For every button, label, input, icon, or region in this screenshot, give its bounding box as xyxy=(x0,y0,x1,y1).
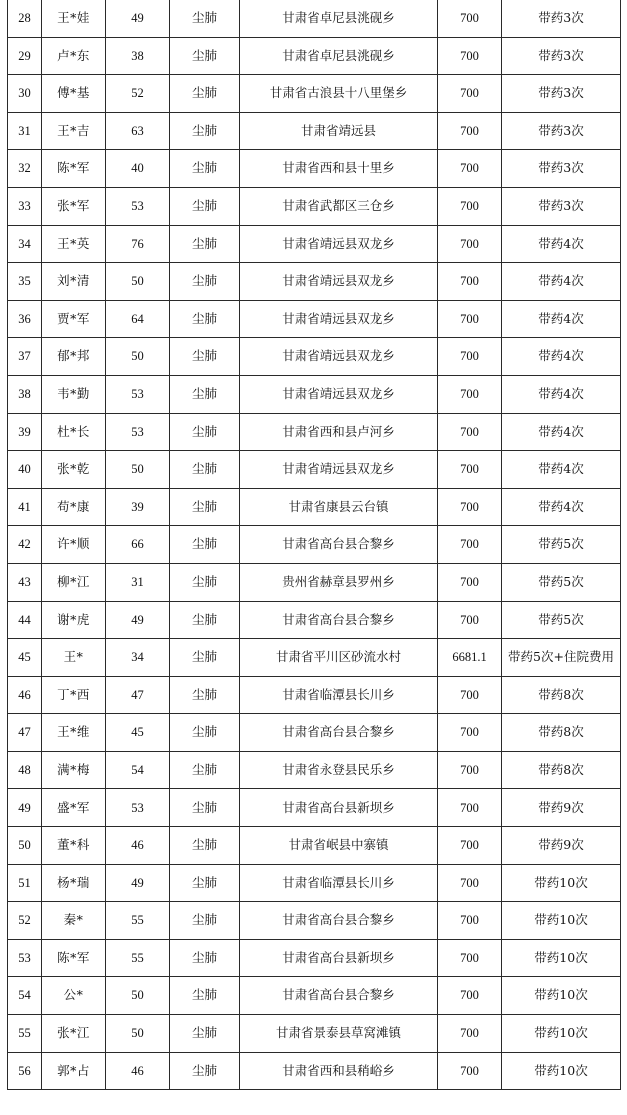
address-cell: 甘肃省卓尼县洮砚乡 xyxy=(240,0,438,37)
table-row xyxy=(8,639,621,677)
amount-cell: 700 xyxy=(438,375,502,413)
table-row xyxy=(8,977,621,1015)
note-cell: 带药10次 xyxy=(502,902,621,940)
table-row xyxy=(8,676,621,714)
amount-cell: 700 xyxy=(438,714,502,752)
name-cell: 许*顺 xyxy=(42,526,106,564)
amount-cell: 700 xyxy=(438,300,502,338)
name-cell: 陈*军 xyxy=(42,150,106,188)
note-cell: 带药9次 xyxy=(502,789,621,827)
address-cell: 甘肃省高台县合黎乡 xyxy=(240,601,438,639)
amount-cell: 6681.1 xyxy=(438,639,502,677)
age-cell: 49 xyxy=(106,0,170,37)
note-cell: 带药3次 xyxy=(502,187,621,225)
age-cell: 50 xyxy=(106,451,170,489)
table-row xyxy=(8,413,621,451)
row-number-cell: 36 xyxy=(8,300,42,338)
amount-cell: 700 xyxy=(438,601,502,639)
patient-table xyxy=(7,0,621,1090)
row-number-cell: 53 xyxy=(8,939,42,977)
name-cell: 王*娃 xyxy=(42,0,106,37)
name-cell: 董*科 xyxy=(42,827,106,865)
name-cell: 卢*东 xyxy=(42,37,106,75)
table-row xyxy=(8,112,621,150)
table-row xyxy=(8,1015,621,1053)
address-cell: 甘肃省靖远县双龙乡 xyxy=(240,300,438,338)
address-cell: 甘肃省靖远县双龙乡 xyxy=(240,263,438,301)
address-cell: 甘肃省靖远县双龙乡 xyxy=(240,375,438,413)
age-cell: 55 xyxy=(106,902,170,940)
age-cell: 49 xyxy=(106,601,170,639)
table-row xyxy=(8,338,621,376)
row-number-cell: 54 xyxy=(8,977,42,1015)
note-cell: 带药10次 xyxy=(502,977,621,1015)
amount-cell: 700 xyxy=(438,789,502,827)
amount-cell: 700 xyxy=(438,112,502,150)
disease-cell: 尘肺 xyxy=(170,977,240,1015)
disease-cell: 尘肺 xyxy=(170,413,240,451)
age-cell: 50 xyxy=(106,977,170,1015)
address-cell: 甘肃省高台县新坝乡 xyxy=(240,939,438,977)
age-cell: 38 xyxy=(106,37,170,75)
row-number-cell: 46 xyxy=(8,676,42,714)
note-cell: 带药3次 xyxy=(502,150,621,188)
table-row xyxy=(8,300,621,338)
disease-cell: 尘肺 xyxy=(170,451,240,489)
row-number-cell: 48 xyxy=(8,751,42,789)
amount-cell: 700 xyxy=(438,902,502,940)
note-cell: 带药8次 xyxy=(502,714,621,752)
address-cell: 甘肃省高台县新坝乡 xyxy=(240,789,438,827)
amount-cell: 700 xyxy=(438,225,502,263)
age-cell: 53 xyxy=(106,187,170,225)
row-number-cell: 39 xyxy=(8,413,42,451)
row-number-cell: 35 xyxy=(8,263,42,301)
table-row xyxy=(8,0,621,37)
disease-cell: 尘肺 xyxy=(170,488,240,526)
disease-cell: 尘肺 xyxy=(170,864,240,902)
disease-cell: 尘肺 xyxy=(170,225,240,263)
amount-cell: 700 xyxy=(438,939,502,977)
row-number-cell: 28 xyxy=(8,0,42,37)
name-cell: 贾*军 xyxy=(42,300,106,338)
address-cell: 甘肃省高台县合黎乡 xyxy=(240,714,438,752)
row-number-cell: 37 xyxy=(8,338,42,376)
table-row xyxy=(8,451,621,489)
address-cell: 甘肃省康县云台镇 xyxy=(240,488,438,526)
age-cell: 39 xyxy=(106,488,170,526)
name-cell: 郁*邦 xyxy=(42,338,106,376)
row-number-cell: 41 xyxy=(8,488,42,526)
name-cell: 王* xyxy=(42,639,106,677)
row-number-cell: 30 xyxy=(8,75,42,113)
row-number-cell: 42 xyxy=(8,526,42,564)
name-cell: 秦* xyxy=(42,902,106,940)
name-cell: 柳*江 xyxy=(42,563,106,601)
disease-cell: 尘肺 xyxy=(170,112,240,150)
age-cell: 63 xyxy=(106,112,170,150)
note-cell: 带药4次 xyxy=(502,225,621,263)
age-cell: 47 xyxy=(106,676,170,714)
disease-cell: 尘肺 xyxy=(170,37,240,75)
table-row xyxy=(8,37,621,75)
age-cell: 53 xyxy=(106,375,170,413)
row-number-cell: 43 xyxy=(8,563,42,601)
note-cell: 带药4次 xyxy=(502,338,621,376)
note-cell: 带药3次 xyxy=(502,37,621,75)
age-cell: 50 xyxy=(106,1015,170,1053)
disease-cell: 尘肺 xyxy=(170,563,240,601)
age-cell: 76 xyxy=(106,225,170,263)
name-cell: 傅*基 xyxy=(42,75,106,113)
table-row xyxy=(8,526,621,564)
note-cell: 带药10次 xyxy=(502,939,621,977)
amount-cell: 700 xyxy=(438,0,502,37)
table-row xyxy=(8,488,621,526)
amount-cell: 700 xyxy=(438,187,502,225)
row-number-cell: 56 xyxy=(8,1052,42,1090)
amount-cell: 700 xyxy=(438,1052,502,1090)
age-cell: 53 xyxy=(106,413,170,451)
address-cell: 甘肃省武都区三仓乡 xyxy=(240,187,438,225)
note-cell: 带药10次 xyxy=(502,1052,621,1090)
disease-cell: 尘肺 xyxy=(170,827,240,865)
row-number-cell: 50 xyxy=(8,827,42,865)
disease-cell: 尘肺 xyxy=(170,0,240,37)
table-row xyxy=(8,225,621,263)
row-number-cell: 29 xyxy=(8,37,42,75)
disease-cell: 尘肺 xyxy=(170,263,240,301)
address-cell: 甘肃省靖远县双龙乡 xyxy=(240,225,438,263)
amount-cell: 700 xyxy=(438,488,502,526)
note-cell: 带药3次 xyxy=(502,112,621,150)
table-row xyxy=(8,375,621,413)
address-cell: 甘肃省西和县稍峪乡 xyxy=(240,1052,438,1090)
address-cell: 甘肃省岷县中寨镇 xyxy=(240,827,438,865)
row-number-cell: 44 xyxy=(8,601,42,639)
amount-cell: 700 xyxy=(438,338,502,376)
amount-cell: 700 xyxy=(438,413,502,451)
note-cell: 带药3次 xyxy=(502,75,621,113)
age-cell: 31 xyxy=(106,563,170,601)
address-cell: 甘肃省靖远县双龙乡 xyxy=(240,451,438,489)
disease-cell: 尘肺 xyxy=(170,714,240,752)
disease-cell: 尘肺 xyxy=(170,187,240,225)
disease-cell: 尘肺 xyxy=(170,601,240,639)
note-cell: 带药4次 xyxy=(502,375,621,413)
age-cell: 46 xyxy=(106,1052,170,1090)
age-cell: 64 xyxy=(106,300,170,338)
name-cell: 王*英 xyxy=(42,225,106,263)
name-cell: 满*梅 xyxy=(42,751,106,789)
age-cell: 53 xyxy=(106,789,170,827)
note-cell: 带药8次 xyxy=(502,751,621,789)
row-number-cell: 55 xyxy=(8,1015,42,1053)
table-row xyxy=(8,75,621,113)
row-number-cell: 49 xyxy=(8,789,42,827)
row-number-cell: 51 xyxy=(8,864,42,902)
age-cell: 34 xyxy=(106,639,170,677)
name-cell: 张*江 xyxy=(42,1015,106,1053)
table-row xyxy=(8,601,621,639)
row-number-cell: 47 xyxy=(8,714,42,752)
name-cell: 刘*清 xyxy=(42,263,106,301)
name-cell: 谢*虎 xyxy=(42,601,106,639)
address-cell: 甘肃省临潭县长川乡 xyxy=(240,676,438,714)
amount-cell: 700 xyxy=(438,451,502,489)
age-cell: 40 xyxy=(106,150,170,188)
note-cell: 带药5次 xyxy=(502,526,621,564)
note-cell: 带药9次 xyxy=(502,827,621,865)
disease-cell: 尘肺 xyxy=(170,902,240,940)
table-row xyxy=(8,789,621,827)
age-cell: 46 xyxy=(106,827,170,865)
address-cell: 甘肃省高台县合黎乡 xyxy=(240,977,438,1015)
note-cell: 带药4次 xyxy=(502,413,621,451)
table-row xyxy=(8,751,621,789)
disease-cell: 尘肺 xyxy=(170,751,240,789)
table-row xyxy=(8,563,621,601)
note-cell: 带药4次 xyxy=(502,300,621,338)
name-cell: 苟*康 xyxy=(42,488,106,526)
table-row xyxy=(8,939,621,977)
table-row xyxy=(8,714,621,752)
note-cell: 带药5次+住院费用 xyxy=(502,639,621,677)
amount-cell: 700 xyxy=(438,977,502,1015)
name-cell: 张*军 xyxy=(42,187,106,225)
address-cell: 甘肃省西和县卢河乡 xyxy=(240,413,438,451)
amount-cell: 700 xyxy=(438,1015,502,1053)
disease-cell: 尘肺 xyxy=(170,375,240,413)
age-cell: 50 xyxy=(106,263,170,301)
amount-cell: 700 xyxy=(438,864,502,902)
name-cell: 杜*长 xyxy=(42,413,106,451)
note-cell: 带药5次 xyxy=(502,563,621,601)
address-cell: 甘肃省西和县十里乡 xyxy=(240,150,438,188)
address-cell: 甘肃省高台县合黎乡 xyxy=(240,526,438,564)
table-row xyxy=(8,263,621,301)
name-cell: 杨*瑞 xyxy=(42,864,106,902)
disease-cell: 尘肺 xyxy=(170,1015,240,1053)
address-cell: 甘肃省古浪县十八里堡乡 xyxy=(240,75,438,113)
amount-cell: 700 xyxy=(438,526,502,564)
age-cell: 50 xyxy=(106,338,170,376)
address-cell: 甘肃省卓尼县洮砚乡 xyxy=(240,37,438,75)
address-cell: 甘肃省景泰县草窝滩镇 xyxy=(240,1015,438,1053)
note-cell: 带药5次 xyxy=(502,601,621,639)
amount-cell: 700 xyxy=(438,827,502,865)
name-cell: 王*吉 xyxy=(42,112,106,150)
note-cell: 带药10次 xyxy=(502,1015,621,1053)
table-row xyxy=(8,827,621,865)
disease-cell: 尘肺 xyxy=(170,300,240,338)
disease-cell: 尘肺 xyxy=(170,150,240,188)
age-cell: 45 xyxy=(106,714,170,752)
name-cell: 王*维 xyxy=(42,714,106,752)
age-cell: 55 xyxy=(106,939,170,977)
name-cell: 张*乾 xyxy=(42,451,106,489)
disease-cell: 尘肺 xyxy=(170,939,240,977)
age-cell: 52 xyxy=(106,75,170,113)
amount-cell: 700 xyxy=(438,676,502,714)
note-cell: 带药4次 xyxy=(502,263,621,301)
address-cell: 甘肃省临潭县长川乡 xyxy=(240,864,438,902)
age-cell: 54 xyxy=(106,751,170,789)
amount-cell: 700 xyxy=(438,37,502,75)
age-cell: 66 xyxy=(106,526,170,564)
table-body xyxy=(8,0,621,1090)
row-number-cell: 33 xyxy=(8,187,42,225)
name-cell: 韦*勤 xyxy=(42,375,106,413)
row-number-cell: 45 xyxy=(8,639,42,677)
amount-cell: 700 xyxy=(438,751,502,789)
address-cell: 甘肃省高台县合黎乡 xyxy=(240,902,438,940)
table-row xyxy=(8,1052,621,1090)
name-cell: 丁*西 xyxy=(42,676,106,714)
row-number-cell: 38 xyxy=(8,375,42,413)
table-row xyxy=(8,150,621,188)
amount-cell: 700 xyxy=(438,150,502,188)
amount-cell: 700 xyxy=(438,75,502,113)
row-number-cell: 31 xyxy=(8,112,42,150)
address-cell: 贵州省赫章县罗州乡 xyxy=(240,563,438,601)
address-cell: 甘肃省靖远县 xyxy=(240,112,438,150)
note-cell: 带药10次 xyxy=(502,864,621,902)
row-number-cell: 40 xyxy=(8,451,42,489)
disease-cell: 尘肺 xyxy=(170,789,240,827)
disease-cell: 尘肺 xyxy=(170,526,240,564)
name-cell: 郭*占 xyxy=(42,1052,106,1090)
disease-cell: 尘肺 xyxy=(170,1052,240,1090)
disease-cell: 尘肺 xyxy=(170,75,240,113)
note-cell: 带药4次 xyxy=(502,451,621,489)
table-row xyxy=(8,187,621,225)
name-cell: 盛*军 xyxy=(42,789,106,827)
table-row xyxy=(8,864,621,902)
row-number-cell: 34 xyxy=(8,225,42,263)
age-cell: 49 xyxy=(106,864,170,902)
name-cell: 公* xyxy=(42,977,106,1015)
disease-cell: 尘肺 xyxy=(170,338,240,376)
table-row xyxy=(8,902,621,940)
amount-cell: 700 xyxy=(438,563,502,601)
note-cell: 带药8次 xyxy=(502,676,621,714)
note-cell: 带药4次 xyxy=(502,488,621,526)
amount-cell: 700 xyxy=(438,263,502,301)
address-cell: 甘肃省永登县民乐乡 xyxy=(240,751,438,789)
address-cell: 甘肃省平川区砂流水村 xyxy=(240,639,438,677)
address-cell: 甘肃省靖远县双龙乡 xyxy=(240,338,438,376)
row-number-cell: 32 xyxy=(8,150,42,188)
row-number-cell: 52 xyxy=(8,902,42,940)
disease-cell: 尘肺 xyxy=(170,676,240,714)
note-cell: 带药3次 xyxy=(502,0,621,37)
disease-cell: 尘肺 xyxy=(170,639,240,677)
name-cell: 陈*军 xyxy=(42,939,106,977)
